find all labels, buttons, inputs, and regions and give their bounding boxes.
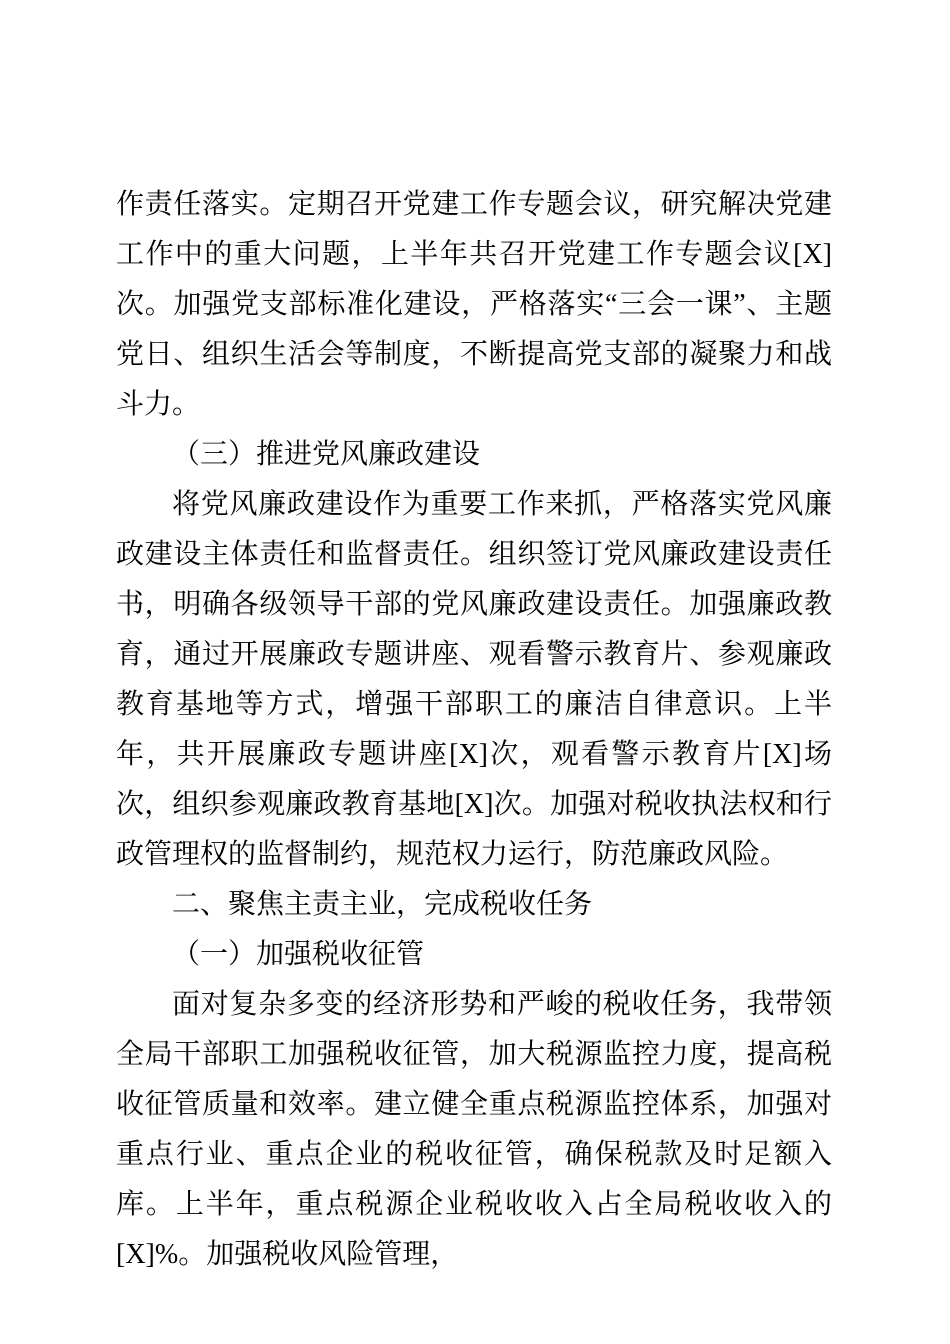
paragraph-party-conduct-integrity: 将党风廉政建设作为重要工作来抓，严格落实党风廉政建设主体责任和监督责任。组织签订党风廉政建设责任书，明确各级领导干部的党风廉政建设责任。加强廉政教育，通过开展廉政专题讲座、观看警示教育片、参观廉政教育基地等方式，增强干部职工的廉洁自律意识。上半年，共开展廉政专题讲座[X]次，观看警示教育片[X]场次，组织参观廉政教育基地[X]次。加强对税收执法权和行政管理权的监督制约，规范权力运行，防范廉政风险。	[116, 489, 832, 870]
paragraph-tax-collection-management: 面对复杂多变的经济形势和严峻的税收任务，我带领全局干部职工加强税收征管，加大税源监控力度，提高税收征管质量和效率。建立健全重点税源监控体系，加强对重点行业、重点企业的税收征管，确保税款及时足额入库。上半年，重点税源企业税收收入占全局税收收入的[X]%。加强税收风险管理，	[116, 989, 832, 1270]
document-body	[116, 180, 832, 1280]
heading-section-three-party-conduct: （三）推进党风廉政建设	[172, 439, 481, 470]
heading-section-one-tax-administration: （一）加强税收征管	[172, 939, 425, 970]
heading-part-two-tax-tasks: 二、聚焦主责主业，完成税收任务	[172, 889, 593, 920]
paragraph-party-building-continued: 作责任落实。定期召开党建工作专题会议，研究解决党建工作中的重大问题，上半年共召开党建工作专题会议[X]次。加强党支部标准化建设，严格落实“三会一课”、主题党日、组织生活会等制度，不断提高党支部的凝聚力和战斗力。	[116, 189, 832, 420]
